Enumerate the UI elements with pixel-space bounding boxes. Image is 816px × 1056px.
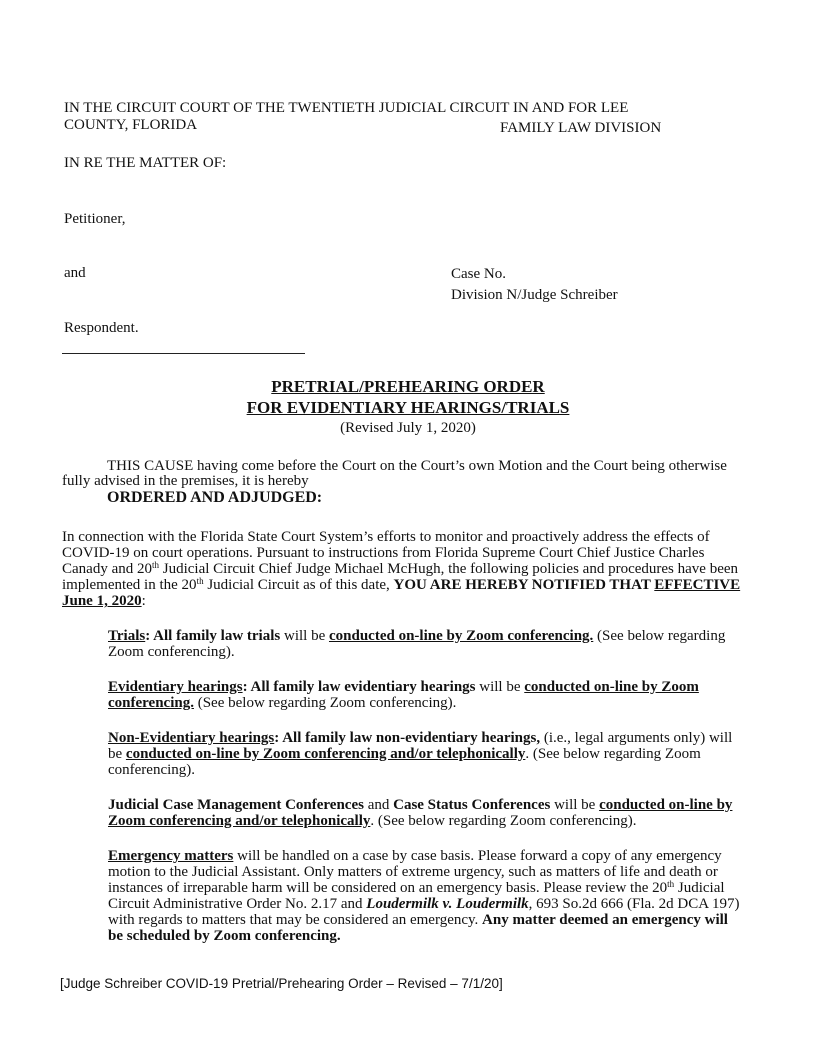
intro-line4: implemented in the 20th Judicial Circuit as of this date, YOU ARE HEREBY NOTIFIED THAT EFFECTIVE [62,576,741,593]
non-evidentiary-paragraph-line1: Non-Evidentiary hearings: All family law non-evidentiary hearings, (i.e., legal arguments only) will [108,730,733,746]
case-management-paragraph-line2: Zoom conferencing and/or telephonically. (See below regarding Zoom conferencing). [108,813,637,829]
court-caption-line1: IN THE CIRCUIT COURT OF THE TWENTIETH JUDICIAL CIRCUIT IN AND FOR LEE [64,100,629,116]
court-caption-line2: COUNTY, FLORIDA [64,117,198,133]
case-management-paragraph-line1: Judicial Case Management Conferences and Case Status Conferences will be conducted on-line by [108,797,733,813]
emergency-paragraph-line6: be scheduled by Zoom conferencing. [108,928,341,944]
and-label: and [64,265,86,281]
order-title-line2: FOR EVIDENTIARY HEARINGS/TRIALS [246,398,570,417]
non-evidentiary-paragraph-line2: be conducted on-line by Zoom conferencing and/or telephonically. (See below regarding Zoom [108,746,701,762]
intro-line5: June 1, 2020: [62,593,146,609]
emergency-paragraph-line1: Emergency matters will be handled on a case by case basis. Please forward a copy of any emergency [108,848,722,864]
intro-line1: In connection with the Florida State Court System’s efforts to monitor and proactively address the effects of [62,529,710,545]
emergency-paragraph-line2: motion to the Judicial Assistant. Only matters of extreme urgency, such as matters of life and death or [108,864,718,880]
respondent-label: Respondent. [64,320,139,336]
preamble-line1: THIS CAUSE having come before the Court on the Court’s own Motion and the Court being otherwise [107,458,727,474]
ordered-adjudged-heading: ORDERED AND ADJUDGED: [107,489,323,506]
intro-line2: COVID-19 on court operations. Pursuant to instructions from Florida Supreme Court Chief Justice Charles [62,545,705,561]
division-judge-label: Division N/Judge Schreiber [451,287,618,303]
emergency-paragraph-line4: Circuit Administrative Order No. 2.17 and Loudermilk v. Loudermilk, 693 So.2d 666 (Fla. 2d DCA 197) [108,896,740,912]
petitioner-label: Petitioner, [64,211,126,227]
in-re-label: IN RE THE MATTER OF: [64,155,227,171]
evidentiary-paragraph-line2: conferencing. (See below regarding Zoom conferencing). [108,695,457,711]
division-label: FAMILY LAW DIVISION [500,120,662,136]
trials-paragraph-line2: Zoom conferencing). [108,644,235,660]
caption-divider [62,353,305,354]
revision-date: (Revised July 1, 2020) [340,420,476,436]
order-title-line1: PRETRIAL/PREHEARING ORDER [271,377,545,396]
intro-line3: Canady and 20th Judicial Circuit Chief Judge Michael McHugh, the following policies and procedures have been [62,560,739,577]
non-evidentiary-paragraph-line3: conferencing). [108,762,196,778]
emergency-paragraph-line5: with regards to matters that may be considered an emergency. Any matter deemed an emergency will [108,912,728,928]
case-number-label: Case No. [451,266,506,282]
emergency-paragraph-line3: instances of irreparable harm will be considered on an emergency basis. Please review the 20th Judicial [108,879,725,896]
preamble-line2: fully advised in the premises, it is hereby [62,473,309,489]
trials-paragraph-line1: Trials: All family law trials will be conducted on-line by Zoom conferencing. (See below regarding [108,628,726,644]
evidentiary-paragraph-line1: Evidentiary hearings: All family law evidentiary hearings will be conducted on-line by Zoom [108,679,699,695]
page-footer: [Judge Schreiber COVID-19 Pretrial/Prehearing Order – Revised – 7/1/20] [60,976,503,991]
